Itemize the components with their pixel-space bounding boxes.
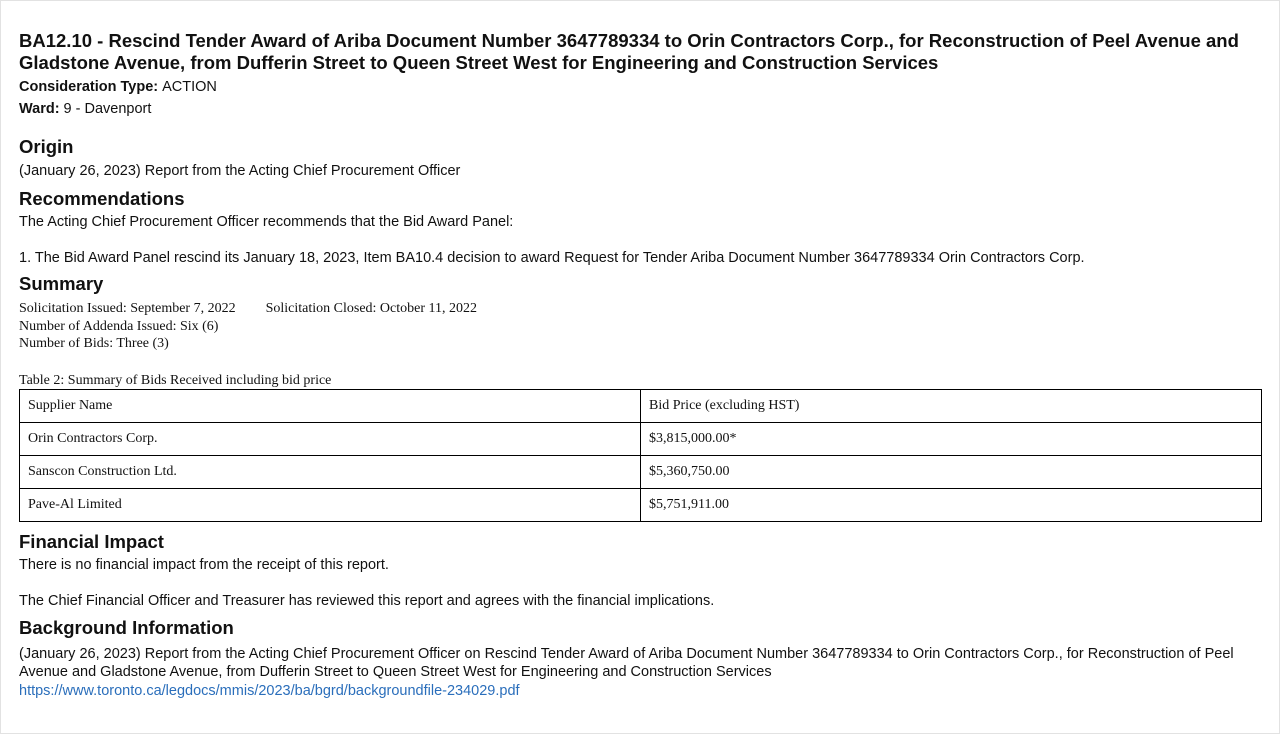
- ward-label: Ward:: [19, 101, 60, 117]
- bid-count: Number of Bids: Three (3): [19, 336, 169, 351]
- consideration-label: Consideration Type:: [19, 79, 159, 95]
- solicitation-dates: [19, 300, 1262, 318]
- addenda-count: Number of Addenda Issued: Six (6): [19, 318, 219, 334]
- background-file-link[interactable]: https://www.toronto.ca/legdocs/mmis/2023/ba/bgrd/backgroundfile-234029.pdf: [19, 682, 520, 699]
- origin-text: (January 26, 2023) Report from the Acting Chief Procurement Officer: [19, 163, 461, 179]
- item-title: BA12.10 - Rescind Tender Award of Ariba Document Number 3647789334 to Orin Contractors Corp., for Reconstruction of Peel Avenue and Gladstone Avenue, from Dufferin Street to Queen Street West for Engineering and Construction Services: [19, 30, 1239, 73]
- recommendations-heading: Recommendations: [19, 188, 185, 209]
- consideration-value: ACTION: [162, 79, 217, 95]
- ward: [19, 98, 1262, 120]
- supplier-cell: Pave-Al Limited: [20, 488, 641, 521]
- price-cell: $5,360,750.00: [641, 455, 1262, 488]
- table-row: [20, 488, 1262, 521]
- recommendation-item-1: 1. The Bid Award Panel rescind its January 18, 2023, Item BA10.4 decision to award Request for Tender Ariba Document Number 3647789334 Orin Contractors Corp.: [19, 250, 1085, 266]
- recommendations-intro: The Acting Chief Procurement Officer recommends that the Bid Award Panel:: [19, 214, 514, 230]
- table-row: [20, 455, 1262, 488]
- background-text: (January 26, 2023) Report from the Acting Chief Procurement Officer on Rescind Tender Award of Ariba Document Number 3647789334 to Orin Contractors Corp., for Reconstruction of Peel Avenue and Gladstone Avenue, from Dufferin Street to Queen Street West for Engineering and Construction Services: [19, 645, 1234, 680]
- solicitation-closed: Solicitation Closed: October 11, 2022: [265, 301, 477, 316]
- supplier-cell: Orin Contractors Corp.: [20, 422, 641, 455]
- consideration-type: [19, 76, 1262, 98]
- origin-heading: Origin: [19, 136, 74, 157]
- solicitation-issued: Solicitation Issued: September 7, 2022: [19, 301, 236, 316]
- table-caption: Table 2: Summary of Bids Received including bid price: [19, 372, 332, 388]
- header-supplier-name: Supplier Name: [20, 389, 641, 422]
- agenda-item: [19, 30, 1262, 700]
- supplier-cell: Sanscon Construction Ltd.: [20, 455, 641, 488]
- price-cell: $3,815,000.00*: [641, 422, 1262, 455]
- price-cell: $5,751,911.00: [641, 488, 1262, 521]
- bids-table: [19, 389, 1262, 522]
- ward-value: 9 - Davenport: [63, 101, 152, 117]
- financial-impact-heading: Financial Impact: [19, 530, 164, 552]
- financial-impact-text-1: There is no financial impact from the receipt of this report.: [19, 556, 389, 573]
- summary-heading: Summary: [19, 273, 104, 294]
- table-row: [20, 422, 1262, 455]
- financial-impact-text-2: The Chief Financial Officer and Treasurer has reviewed this report and agrees with the financial implications.: [19, 592, 715, 609]
- table-header-row: [20, 389, 1262, 422]
- header-bid-price: Bid Price (excluding HST): [641, 389, 1262, 422]
- background-heading: Background Information: [19, 616, 234, 638]
